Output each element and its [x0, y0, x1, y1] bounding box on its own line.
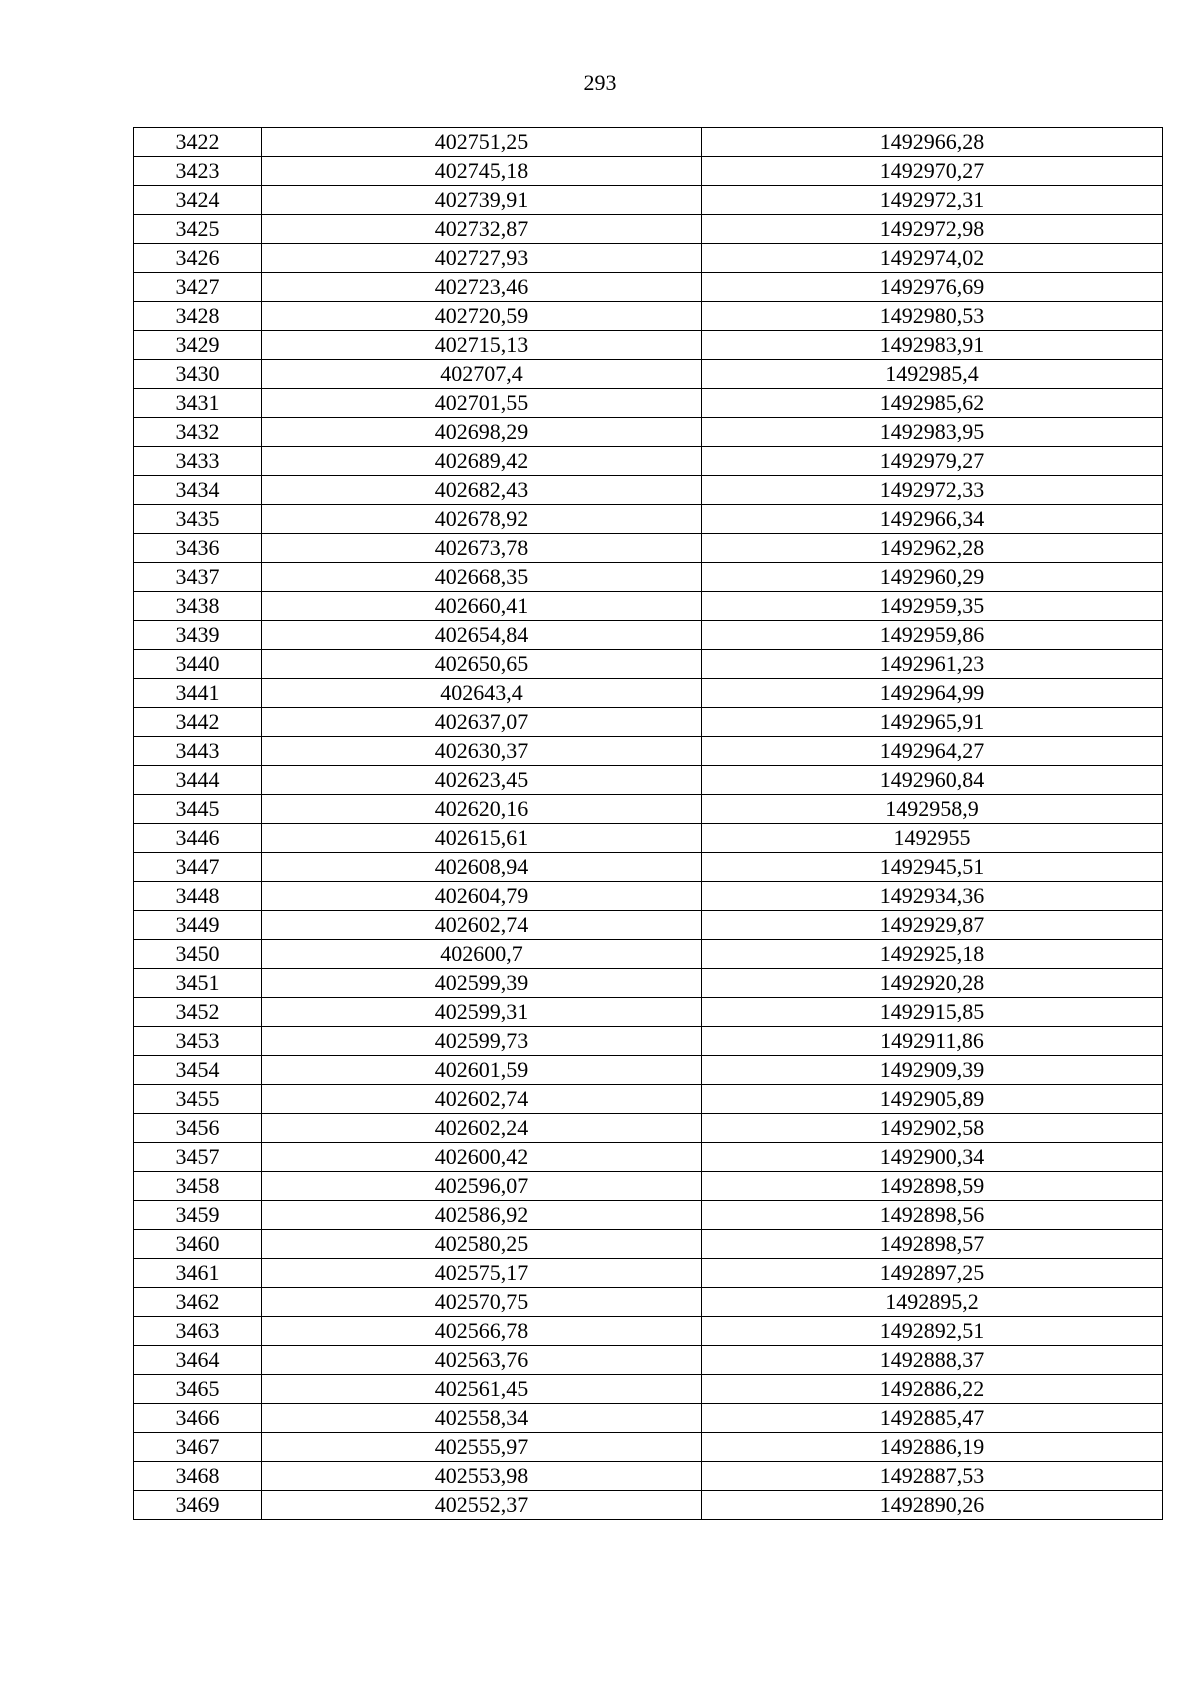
- table-row: [134, 215, 1163, 244]
- x-coordinate-cell: 402723,46: [262, 273, 702, 302]
- x-coordinate-cell: 402586,92: [262, 1201, 702, 1230]
- y-coordinate-cell: 1492887,53: [702, 1462, 1163, 1491]
- point-number-cell: 3463: [134, 1317, 262, 1346]
- x-coordinate-cell: 402698,29: [262, 418, 702, 447]
- y-coordinate-cell: 1492955: [702, 824, 1163, 853]
- point-number-cell: 3450: [134, 940, 262, 969]
- y-coordinate-cell: 1492964,99: [702, 679, 1163, 708]
- y-coordinate-cell: 1492979,27: [702, 447, 1163, 476]
- x-coordinate-cell: 402558,34: [262, 1404, 702, 1433]
- x-coordinate-cell: 402604,79: [262, 882, 702, 911]
- x-coordinate-cell: 402580,25: [262, 1230, 702, 1259]
- y-coordinate-cell: 1492945,51: [702, 853, 1163, 882]
- y-coordinate-cell: 1492905,89: [702, 1085, 1163, 1114]
- point-number-cell: 3469: [134, 1491, 262, 1520]
- table-row: [134, 1375, 1163, 1404]
- point-number-cell: 3464: [134, 1346, 262, 1375]
- x-coordinate-cell: 402630,37: [262, 737, 702, 766]
- table-row: [134, 1114, 1163, 1143]
- point-number-cell: 3465: [134, 1375, 262, 1404]
- y-coordinate-cell: 1492898,56: [702, 1201, 1163, 1230]
- table-row: [134, 1085, 1163, 1114]
- point-number-cell: 3442: [134, 708, 262, 737]
- point-number-cell: 3447: [134, 853, 262, 882]
- table-row: [134, 1201, 1163, 1230]
- point-number-cell: 3445: [134, 795, 262, 824]
- x-coordinate-cell: 402600,7: [262, 940, 702, 969]
- table-row: [134, 940, 1163, 969]
- y-coordinate-cell: 1492983,95: [702, 418, 1163, 447]
- x-coordinate-cell: 402566,78: [262, 1317, 702, 1346]
- x-coordinate-cell: 402751,25: [262, 128, 702, 157]
- table-row: [134, 1172, 1163, 1201]
- table-row: [134, 128, 1163, 157]
- point-number-cell: 3434: [134, 476, 262, 505]
- x-coordinate-cell: 402720,59: [262, 302, 702, 331]
- y-coordinate-cell: 1492972,98: [702, 215, 1163, 244]
- x-coordinate-cell: 402643,4: [262, 679, 702, 708]
- x-coordinate-cell: 402602,74: [262, 911, 702, 940]
- point-number-cell: 3432: [134, 418, 262, 447]
- x-coordinate-cell: 402570,75: [262, 1288, 702, 1317]
- x-coordinate-cell: 402608,94: [262, 853, 702, 882]
- table-row: [134, 302, 1163, 331]
- x-coordinate-cell: 402620,16: [262, 795, 702, 824]
- table-row: [134, 1462, 1163, 1491]
- y-coordinate-cell: 1492964,27: [702, 737, 1163, 766]
- table-row: [134, 563, 1163, 592]
- y-coordinate-cell: 1492920,28: [702, 969, 1163, 998]
- y-coordinate-cell: 1492983,91: [702, 331, 1163, 360]
- y-coordinate-cell: 1492898,59: [702, 1172, 1163, 1201]
- y-coordinate-cell: 1492886,22: [702, 1375, 1163, 1404]
- y-coordinate-cell: 1492972,31: [702, 186, 1163, 215]
- point-number-cell: 3461: [134, 1259, 262, 1288]
- y-coordinate-cell: 1492959,86: [702, 621, 1163, 650]
- table-row: [134, 1056, 1163, 1085]
- point-number-cell: 3429: [134, 331, 262, 360]
- point-number-cell: 3431: [134, 389, 262, 418]
- point-number-cell: 3467: [134, 1433, 262, 1462]
- y-coordinate-cell: 1492892,51: [702, 1317, 1163, 1346]
- table-row: [134, 737, 1163, 766]
- point-number-cell: 3428: [134, 302, 262, 331]
- y-coordinate-cell: 1492898,57: [702, 1230, 1163, 1259]
- x-coordinate-cell: 402732,87: [262, 215, 702, 244]
- x-coordinate-cell: 402602,74: [262, 1085, 702, 1114]
- x-coordinate-cell: 402701,55: [262, 389, 702, 418]
- point-number-cell: 3456: [134, 1114, 262, 1143]
- table-row: [134, 1317, 1163, 1346]
- x-coordinate-cell: 402715,13: [262, 331, 702, 360]
- table-row: [134, 969, 1163, 998]
- table-row: [134, 1346, 1163, 1375]
- point-number-cell: 3426: [134, 244, 262, 273]
- point-number-cell: 3438: [134, 592, 262, 621]
- x-coordinate-cell: 402745,18: [262, 157, 702, 186]
- point-number-cell: 3443: [134, 737, 262, 766]
- y-coordinate-cell: 1492885,47: [702, 1404, 1163, 1433]
- point-number-cell: 3468: [134, 1462, 262, 1491]
- y-coordinate-cell: 1492911,86: [702, 1027, 1163, 1056]
- point-number-cell: 3444: [134, 766, 262, 795]
- point-number-cell: 3460: [134, 1230, 262, 1259]
- x-coordinate-cell: 402596,07: [262, 1172, 702, 1201]
- table-row: [134, 708, 1163, 737]
- table-row: [134, 157, 1163, 186]
- x-coordinate-cell: 402689,42: [262, 447, 702, 476]
- table-row: [134, 505, 1163, 534]
- y-coordinate-cell: 1492960,84: [702, 766, 1163, 795]
- point-number-cell: 3454: [134, 1056, 262, 1085]
- table-row: [134, 244, 1163, 273]
- x-coordinate-cell: 402615,61: [262, 824, 702, 853]
- table-row: [134, 1143, 1163, 1172]
- point-number-cell: 3455: [134, 1085, 262, 1114]
- table-row: [134, 476, 1163, 505]
- x-coordinate-cell: 402637,07: [262, 708, 702, 737]
- table-row: [134, 418, 1163, 447]
- table-row: [134, 795, 1163, 824]
- table-row: [134, 679, 1163, 708]
- y-coordinate-cell: 1492958,9: [702, 795, 1163, 824]
- point-number-cell: 3433: [134, 447, 262, 476]
- table-row: [134, 360, 1163, 389]
- table-row: [134, 1288, 1163, 1317]
- table-row: [134, 824, 1163, 853]
- table-row: [134, 766, 1163, 795]
- y-coordinate-cell: 1492985,4: [702, 360, 1163, 389]
- x-coordinate-cell: 402654,84: [262, 621, 702, 650]
- x-coordinate-cell: 402601,59: [262, 1056, 702, 1085]
- y-coordinate-cell: 1492976,69: [702, 273, 1163, 302]
- point-number-cell: 3453: [134, 1027, 262, 1056]
- point-number-cell: 3427: [134, 273, 262, 302]
- y-coordinate-cell: 1492900,34: [702, 1143, 1163, 1172]
- x-coordinate-cell: 402602,24: [262, 1114, 702, 1143]
- point-number-cell: 3439: [134, 621, 262, 650]
- table-row: [134, 621, 1163, 650]
- table-row: [134, 389, 1163, 418]
- x-coordinate-cell: 402600,42: [262, 1143, 702, 1172]
- y-coordinate-cell: 1492966,28: [702, 128, 1163, 157]
- table-row: [134, 592, 1163, 621]
- table-row: [134, 1027, 1163, 1056]
- x-coordinate-cell: 402563,76: [262, 1346, 702, 1375]
- point-number-cell: 3466: [134, 1404, 262, 1433]
- y-coordinate-cell: 1492886,19: [702, 1433, 1163, 1462]
- point-number-cell: 3424: [134, 186, 262, 215]
- y-coordinate-cell: 1492902,58: [702, 1114, 1163, 1143]
- x-coordinate-cell: 402599,39: [262, 969, 702, 998]
- x-coordinate-cell: 402555,97: [262, 1433, 702, 1462]
- y-coordinate-cell: 1492915,85: [702, 998, 1163, 1027]
- point-number-cell: 3436: [134, 534, 262, 563]
- point-number-cell: 3437: [134, 563, 262, 592]
- y-coordinate-cell: 1492934,36: [702, 882, 1163, 911]
- y-coordinate-cell: 1492895,2: [702, 1288, 1163, 1317]
- y-coordinate-cell: 1492897,25: [702, 1259, 1163, 1288]
- x-coordinate-cell: 402660,41: [262, 592, 702, 621]
- x-coordinate-cell: 402739,91: [262, 186, 702, 215]
- x-coordinate-cell: 402668,35: [262, 563, 702, 592]
- y-coordinate-cell: 1492980,53: [702, 302, 1163, 331]
- y-coordinate-cell: 1492972,33: [702, 476, 1163, 505]
- x-coordinate-cell: 402599,73: [262, 1027, 702, 1056]
- table-row: [134, 911, 1163, 940]
- y-coordinate-cell: 1492959,35: [702, 592, 1163, 621]
- table-row: [134, 273, 1163, 302]
- y-coordinate-cell: 1492925,18: [702, 940, 1163, 969]
- point-number-cell: 3441: [134, 679, 262, 708]
- point-number-cell: 3448: [134, 882, 262, 911]
- point-number-cell: 3446: [134, 824, 262, 853]
- x-coordinate-cell: 402561,45: [262, 1375, 702, 1404]
- table-row: [134, 1230, 1163, 1259]
- x-coordinate-cell: 402650,65: [262, 650, 702, 679]
- y-coordinate-cell: 1492960,29: [702, 563, 1163, 592]
- y-coordinate-cell: 1492888,37: [702, 1346, 1163, 1375]
- x-coordinate-cell: 402552,37: [262, 1491, 702, 1520]
- point-number-cell: 3435: [134, 505, 262, 534]
- x-coordinate-cell: 402727,93: [262, 244, 702, 273]
- x-coordinate-cell: 402682,43: [262, 476, 702, 505]
- point-number-cell: 3457: [134, 1143, 262, 1172]
- point-number-cell: 3430: [134, 360, 262, 389]
- page-number: 293: [583, 70, 617, 95]
- point-number-cell: 3440: [134, 650, 262, 679]
- y-coordinate-cell: 1492961,23: [702, 650, 1163, 679]
- table-row: [134, 882, 1163, 911]
- point-number-cell: 3459: [134, 1201, 262, 1230]
- point-number-cell: 3425: [134, 215, 262, 244]
- y-coordinate-cell: 1492965,91: [702, 708, 1163, 737]
- point-number-cell: 3423: [134, 157, 262, 186]
- point-number-cell: 3452: [134, 998, 262, 1027]
- point-number-cell: 3422: [134, 128, 262, 157]
- y-coordinate-cell: 1492929,87: [702, 911, 1163, 940]
- table-row: [134, 1259, 1163, 1288]
- x-coordinate-cell: 402678,92: [262, 505, 702, 534]
- x-coordinate-cell: 402599,31: [262, 998, 702, 1027]
- y-coordinate-cell: 1492909,39: [702, 1056, 1163, 1085]
- coordinates-table: [133, 127, 1163, 1520]
- x-coordinate-cell: 402575,17: [262, 1259, 702, 1288]
- table-row: [134, 998, 1163, 1027]
- table-row: [134, 534, 1163, 563]
- y-coordinate-cell: 1492962,28: [702, 534, 1163, 563]
- point-number-cell: 3458: [134, 1172, 262, 1201]
- x-coordinate-cell: 402623,45: [262, 766, 702, 795]
- y-coordinate-cell: 1492974,02: [702, 244, 1163, 273]
- point-number-cell: 3449: [134, 911, 262, 940]
- x-coordinate-cell: 402553,98: [262, 1462, 702, 1491]
- y-coordinate-cell: 1492966,34: [702, 505, 1163, 534]
- table-row: [134, 331, 1163, 360]
- point-number-cell: 3462: [134, 1288, 262, 1317]
- y-coordinate-cell: 1492970,27: [702, 157, 1163, 186]
- table-row: [134, 1491, 1163, 1520]
- table-row: [134, 853, 1163, 882]
- y-coordinate-cell: 1492985,62: [702, 389, 1163, 418]
- table-row: [134, 447, 1163, 476]
- coordinates-table-body: [134, 128, 1163, 1520]
- table-row: [134, 1404, 1163, 1433]
- x-coordinate-cell: 402707,4: [262, 360, 702, 389]
- y-coordinate-cell: 1492890,26: [702, 1491, 1163, 1520]
- table-row: [134, 186, 1163, 215]
- table-row: [134, 1433, 1163, 1462]
- x-coordinate-cell: 402673,78: [262, 534, 702, 563]
- point-number-cell: 3451: [134, 969, 262, 998]
- table-row: [134, 650, 1163, 679]
